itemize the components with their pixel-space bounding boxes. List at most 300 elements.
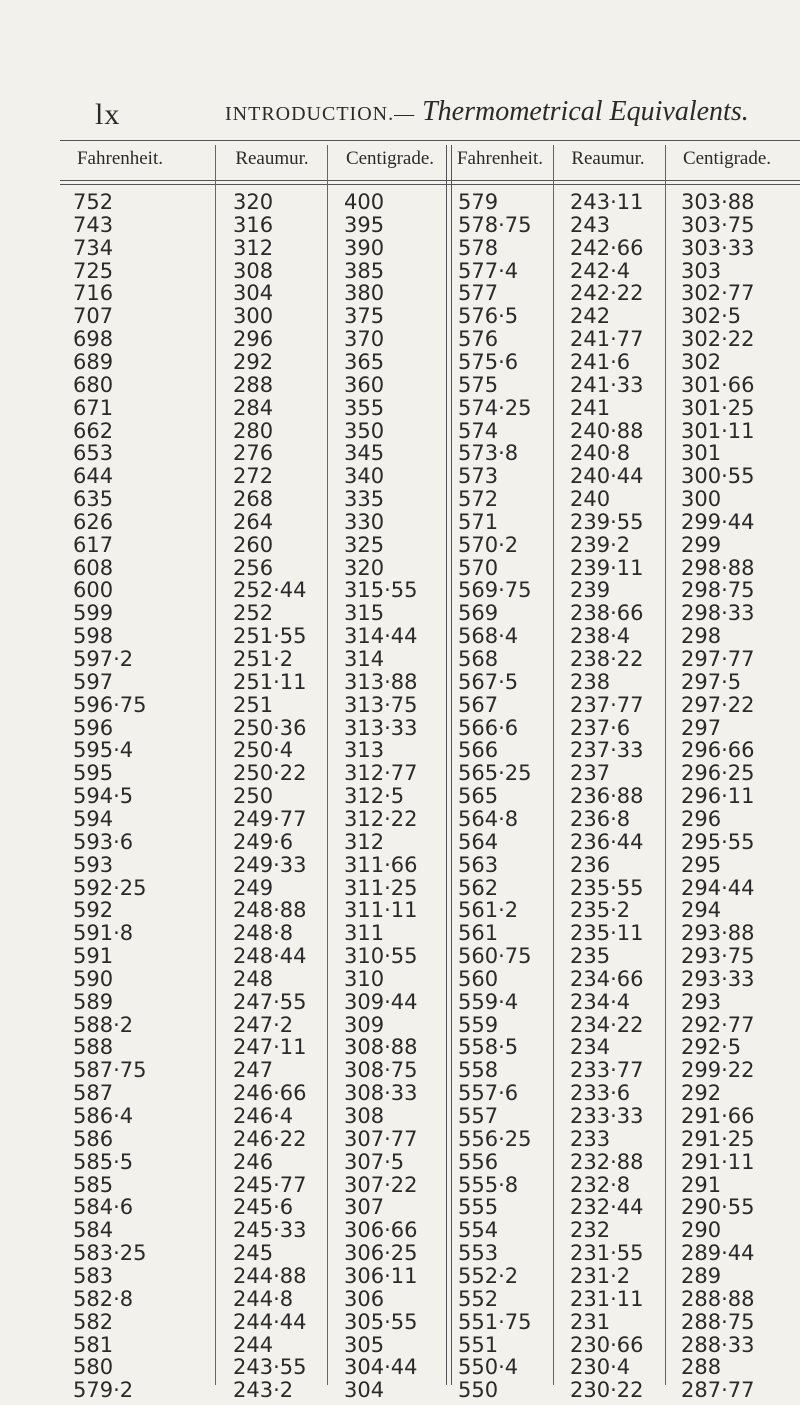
table-cell: 390 — [344, 235, 385, 260]
table-cell: 289 — [681, 1263, 722, 1288]
table-cell: 249·77 — [233, 806, 307, 831]
table-cell: 400 — [344, 190, 385, 214]
table-cell: 567 — [458, 692, 499, 717]
table-cell: 579·2 — [73, 1378, 134, 1403]
table-cell: 294 — [681, 898, 722, 923]
table-cell: 308·33 — [344, 1081, 418, 1106]
table-cell: 298·75 — [681, 578, 755, 603]
table-cell: 574·25 — [458, 395, 532, 420]
table-cell: 296·66 — [681, 738, 755, 763]
table-top-rule — [60, 140, 800, 141]
table-cell: 578·75 — [458, 212, 532, 237]
table-cell: 599 — [73, 601, 114, 626]
table-cell: 293 — [681, 989, 722, 1014]
table-cell: 296 — [681, 806, 722, 831]
table-cell: 238·66 — [570, 601, 644, 626]
table-cell: 236·8 — [570, 806, 631, 831]
table-cell: 365 — [344, 349, 385, 374]
table-cell: 644 — [73, 464, 114, 489]
table-cell: 252 — [233, 601, 274, 626]
table-cell: 242 — [570, 304, 611, 329]
table-cell: 689 — [73, 349, 114, 374]
table-cell: 314 — [344, 647, 385, 671]
table-cell: 238·4 — [570, 624, 631, 649]
table-cell: 313 — [344, 738, 385, 763]
table-cell: 301·66 — [681, 372, 755, 397]
table-cell: 297·22 — [681, 692, 755, 717]
table-cell: 303·75 — [681, 212, 755, 237]
table-cell: 231·55 — [570, 1241, 644, 1266]
table-cell: 593 — [73, 852, 114, 877]
table-cell: 635 — [73, 487, 114, 512]
table-cell: 576 — [458, 327, 499, 352]
table-cell: 247 — [233, 1058, 274, 1083]
table-cell: 312 — [344, 829, 385, 854]
table-cell: 590 — [73, 966, 114, 991]
table-cell: 552 — [458, 1286, 499, 1311]
table-cell: 249 — [233, 875, 274, 900]
table-cell: 244·88 — [233, 1263, 307, 1288]
table-cell: 305·55 — [344, 1309, 418, 1334]
table-cell: 239 — [570, 578, 611, 603]
table-cell: 375 — [344, 304, 385, 329]
table-cell: 249·6 — [233, 829, 294, 854]
table-cell: 577 — [458, 281, 499, 306]
table-cell: 555 — [458, 1195, 499, 1220]
table-cell: 311·11 — [344, 898, 418, 923]
table-cell: 238·22 — [570, 647, 644, 671]
table-cell: 240 — [570, 487, 611, 512]
table-cell: 288·88 — [681, 1286, 755, 1311]
table-cell: 246·22 — [233, 1126, 307, 1151]
table-cell: 237·6 — [570, 715, 631, 740]
table-cell: 303·33 — [681, 235, 755, 260]
table-cell: 579 — [458, 190, 499, 214]
table-cell: 284 — [233, 395, 274, 420]
table-cell: 617 — [73, 532, 114, 557]
header-fahrenheit-right: Fahrenheit. — [456, 148, 544, 169]
table-cell: 246·66 — [233, 1081, 307, 1106]
table-cell: 560·75 — [458, 944, 532, 969]
table-cell: 557 — [458, 1104, 499, 1128]
table-cell: 716 — [73, 281, 114, 306]
table-cell: 244 — [233, 1332, 274, 1357]
table-cell: 355 — [344, 395, 385, 420]
table-cell: 552·2 — [458, 1263, 519, 1288]
table-cell: 584·6 — [73, 1195, 134, 1220]
table-cell: 236 — [570, 852, 611, 877]
table-cell: 309·44 — [344, 989, 418, 1014]
table-cell: 292·77 — [681, 1012, 755, 1037]
table-cell: 608 — [73, 555, 114, 580]
table-cell: 293·88 — [681, 921, 755, 946]
table-cell: 680 — [73, 372, 114, 397]
running-head — [225, 96, 749, 128]
table-cell: 243·2 — [233, 1378, 294, 1403]
table-cell: 230·22 — [570, 1378, 644, 1403]
table-cell: 559 — [458, 1012, 499, 1037]
table-cell: 309 — [344, 1012, 385, 1037]
column-divider — [215, 145, 216, 1385]
table-cell: 300 — [681, 487, 722, 512]
table-cell: 734 — [73, 235, 114, 260]
table-cell: 297·77 — [681, 647, 755, 671]
table-cell: 288 — [681, 1355, 722, 1380]
table-cell: 311·66 — [344, 852, 418, 877]
table-cell: 307·5 — [344, 1149, 405, 1174]
table-cell: 385 — [344, 258, 385, 283]
table-cell: 587·75 — [73, 1058, 147, 1083]
table-cell: 306·66 — [344, 1218, 418, 1243]
table-cell: 234 — [570, 1035, 611, 1060]
table-cell: 380 — [344, 281, 385, 306]
table-cell: 311 — [344, 921, 385, 946]
table-cell: 239·2 — [570, 532, 631, 557]
table-cell: 312·77 — [344, 761, 418, 786]
table-cell: 245 — [233, 1241, 274, 1266]
header-centigrade-right: Centigrade. — [682, 148, 772, 169]
table-cell: 301·25 — [681, 395, 755, 420]
table-cell: 290·55 — [681, 1195, 755, 1220]
table-cell: 247·2 — [233, 1012, 294, 1037]
table-cell: 291·11 — [681, 1149, 755, 1174]
table-cell: 564·8 — [458, 806, 519, 831]
table-cell: 577·4 — [458, 258, 519, 283]
table-cell: 325 — [344, 532, 385, 557]
table-cell: 588·2 — [73, 1012, 134, 1037]
table-cell: 555·8 — [458, 1172, 519, 1197]
table-cell: 246 — [233, 1149, 274, 1174]
table-cell: 241·33 — [570, 372, 644, 397]
table-cell: 276 — [233, 441, 274, 466]
table-cell: 248·44 — [233, 944, 307, 969]
table-cell: 298·88 — [681, 555, 755, 580]
table-cell: 304 — [233, 281, 274, 306]
table-cell: 587 — [73, 1081, 114, 1106]
table-cell: 311·25 — [344, 875, 418, 900]
running-head-title: Thermometrical Equivalents. — [422, 96, 749, 127]
table-cell: 752 — [73, 190, 114, 214]
table-cell: 238 — [570, 669, 611, 694]
table-cell: 725 — [73, 258, 114, 283]
table-cell: 580 — [73, 1355, 114, 1380]
table-cell: 231 — [570, 1309, 611, 1334]
table-cell: 304·44 — [344, 1355, 418, 1380]
table-cell: 245·6 — [233, 1195, 294, 1220]
table-cell: 583·25 — [73, 1241, 147, 1266]
table-cell: 296·11 — [681, 784, 755, 809]
table-cell: 314·44 — [344, 624, 418, 649]
table-cell: 575·6 — [458, 349, 519, 374]
table-cell: 249·33 — [233, 852, 307, 877]
table-cell: 232·8 — [570, 1172, 631, 1197]
table-cell: 581 — [73, 1332, 114, 1357]
table-cell: 251·11 — [233, 669, 307, 694]
table-cell: 308·88 — [344, 1035, 418, 1060]
table-cell: 395 — [344, 212, 385, 237]
table-cell: 246·4 — [233, 1104, 294, 1128]
table-cell: 302·22 — [681, 327, 755, 352]
table-cell: 240·88 — [570, 418, 644, 443]
table-cell: 566 — [458, 738, 499, 763]
table-cell: 589 — [73, 989, 114, 1014]
table-cell: 566·6 — [458, 715, 519, 740]
table-cell: 594·5 — [73, 784, 134, 809]
table-cell: 305 — [344, 1332, 385, 1357]
table-cell: 598 — [73, 624, 114, 649]
table-cell: 243·55 — [233, 1355, 307, 1380]
table-cell: 296·25 — [681, 761, 755, 786]
table-cell: 586·4 — [73, 1104, 134, 1128]
table-cell: 287·77 — [681, 1378, 755, 1403]
table-cell: 251·2 — [233, 647, 294, 671]
table-cell: 233·33 — [570, 1104, 644, 1128]
table-cell: 242·66 — [570, 235, 644, 260]
table-cell: 297·5 — [681, 669, 742, 694]
table-cell: 256 — [233, 555, 274, 580]
table-cell: 335 — [344, 487, 385, 512]
table-cell: 250·36 — [233, 715, 307, 740]
table-cell: 570·2 — [458, 532, 519, 557]
table-cell: 304 — [344, 1378, 385, 1403]
table-cell: 241·77 — [570, 327, 644, 352]
table-cell: 247·11 — [233, 1035, 307, 1060]
column-divider — [327, 145, 328, 1385]
table-cell: 292·5 — [681, 1035, 742, 1060]
table-cell: 556 — [458, 1149, 499, 1174]
table-cell: 550·4 — [458, 1355, 519, 1380]
table-cell: 248 — [233, 966, 274, 991]
table-cell: 234·4 — [570, 989, 631, 1014]
table-cell: 299 — [681, 532, 722, 557]
table-cell: 292 — [233, 349, 274, 374]
table-cell: 303·88 — [681, 190, 755, 214]
table-cell: 292 — [681, 1081, 722, 1106]
table-cell: 295·55 — [681, 829, 755, 854]
table-cell: 272 — [233, 464, 274, 489]
table-cell: 248·8 — [233, 921, 294, 946]
table-cell: 560 — [458, 966, 499, 991]
table-cell: 234·22 — [570, 1012, 644, 1037]
table-cell: 250·4 — [233, 738, 294, 763]
table-cell: 298 — [681, 624, 722, 649]
table-cell: 306·25 — [344, 1241, 418, 1266]
table-cell: 350 — [344, 418, 385, 443]
table-cell: 280 — [233, 418, 274, 443]
table-cell: 233 — [570, 1126, 611, 1151]
table-cell: 252·44 — [233, 578, 307, 603]
table-cell: 592 — [73, 898, 114, 923]
table-cell: 306 — [344, 1286, 385, 1311]
table-cell: 308 — [344, 1104, 385, 1128]
table-cell: 626 — [73, 509, 114, 534]
table-cell: 571 — [458, 509, 499, 534]
table-cell: 568·4 — [458, 624, 519, 649]
table-cell: 582 — [73, 1309, 114, 1334]
table-cell: 245·77 — [233, 1172, 307, 1197]
table-cell: 313·88 — [344, 669, 418, 694]
table-cell: 291·25 — [681, 1126, 755, 1151]
table-cell: 231·11 — [570, 1286, 644, 1311]
table-cell: 563 — [458, 852, 499, 877]
table-cell: 570 — [458, 555, 499, 580]
table-cell: 556·25 — [458, 1126, 532, 1151]
table-cell: 743 — [73, 212, 114, 237]
table-cell: 360 — [344, 372, 385, 397]
table-cell: 565·25 — [458, 761, 532, 786]
table-cell: 559·4 — [458, 989, 519, 1014]
table-cell: 312 — [233, 235, 274, 260]
table-cell: 310·55 — [344, 944, 418, 969]
column-divider — [665, 145, 666, 1385]
table-cell: 582·8 — [73, 1286, 134, 1311]
table-cell: 595·4 — [73, 738, 134, 763]
table-cell: 308·75 — [344, 1058, 418, 1083]
table-cell: 299·44 — [681, 509, 755, 534]
table-cell: 588 — [73, 1035, 114, 1060]
table-cell: 572 — [458, 487, 499, 512]
table-cell: 310 — [344, 966, 385, 991]
table-cell: 231·2 — [570, 1263, 631, 1288]
table-cell: 591 — [73, 944, 114, 969]
table-cell: 299·22 — [681, 1058, 755, 1083]
table-cell: 237 — [570, 761, 611, 786]
table-cell: 583 — [73, 1263, 114, 1288]
table-cell: 245·33 — [233, 1218, 307, 1243]
table-cell: 240·44 — [570, 464, 644, 489]
table-cell: 312·22 — [344, 806, 418, 831]
table-cell: 307 — [344, 1195, 385, 1220]
table-cell: 600 — [73, 578, 114, 603]
table-cell: 301·11 — [681, 418, 755, 443]
table-cell: 558 — [458, 1058, 499, 1083]
table-cell: 562 — [458, 875, 499, 900]
table-cell: 239·55 — [570, 509, 644, 534]
table-cell: 268 — [233, 487, 274, 512]
table-cell: 593·6 — [73, 829, 134, 854]
table-cell: 576·5 — [458, 304, 519, 329]
table-cell: 294·44 — [681, 875, 755, 900]
table-cell: 569 — [458, 601, 499, 626]
table-cell: 243 — [570, 212, 611, 237]
table-cell: 315 — [344, 601, 385, 626]
table-cell: 307·77 — [344, 1126, 418, 1151]
table-cell: 237·33 — [570, 738, 644, 763]
table-cell: 241·6 — [570, 349, 631, 374]
table-cell: 553 — [458, 1241, 499, 1266]
column-double-divider — [446, 145, 452, 1385]
table-cell: 564 — [458, 829, 499, 854]
table-cell: 243·11 — [570, 190, 644, 214]
table-cell: 320 — [344, 555, 385, 580]
table-cell: 236·44 — [570, 829, 644, 854]
table-cell: 312·5 — [344, 784, 405, 809]
table-cell: 315·55 — [344, 578, 418, 603]
table-cell: 592·25 — [73, 875, 147, 900]
table-cell: 241 — [570, 395, 611, 420]
table-cell: 230·66 — [570, 1332, 644, 1357]
table-cell: 330 — [344, 509, 385, 534]
table-cell: 597·2 — [73, 647, 134, 671]
table-cell: 561 — [458, 921, 499, 946]
table-cell: 557·6 — [458, 1081, 519, 1106]
table-cell: 584 — [73, 1218, 114, 1243]
table-cell: 235·11 — [570, 921, 644, 946]
table-cell: 232·44 — [570, 1195, 644, 1220]
table-cell: 264 — [233, 509, 274, 534]
table-cell: 233·6 — [570, 1081, 631, 1106]
table-cell: 232 — [570, 1218, 611, 1243]
table-cell: 574 — [458, 418, 499, 443]
table-cell: 551 — [458, 1332, 499, 1357]
table-cell: 242·22 — [570, 281, 644, 306]
table-cell: 291·66 — [681, 1104, 755, 1128]
table-cell: 596 — [73, 715, 114, 740]
header-fahrenheit-left: Fahrenheit. — [76, 148, 164, 169]
table-cell: 232·88 — [570, 1149, 644, 1174]
running-head-prefix: INTRODUCTION.— — [225, 103, 416, 125]
table-cell: 288·75 — [681, 1309, 755, 1334]
table-cell: 554 — [458, 1218, 499, 1243]
table-cell: 240·8 — [570, 441, 631, 466]
table-cell: 573 — [458, 464, 499, 489]
table-cell: 242·4 — [570, 258, 631, 283]
table-cell: 569·75 — [458, 578, 532, 603]
table-cell: 300 — [233, 304, 274, 329]
table-cell: 235·55 — [570, 875, 644, 900]
header-rule — [60, 180, 800, 185]
table-cell: 698 — [73, 327, 114, 352]
table-cell: 300·55 — [681, 464, 755, 489]
table-cell: 558·5 — [458, 1035, 519, 1060]
table-cell: 244·44 — [233, 1309, 307, 1334]
table-cell: 303 — [681, 258, 722, 283]
table-cell: 298·33 — [681, 601, 755, 626]
table-cell: 293·75 — [681, 944, 755, 969]
table-cell: 247·55 — [233, 989, 307, 1014]
table-cell: 307·22 — [344, 1172, 418, 1197]
table-cell: 289·44 — [681, 1241, 755, 1266]
table-cell: 578 — [458, 235, 499, 260]
table-cell: 291 — [681, 1172, 722, 1197]
table-cell: 561·2 — [458, 898, 519, 923]
table-cell: 251 — [233, 692, 274, 717]
table-cell: 551·75 — [458, 1309, 532, 1334]
table-cell: 297 — [681, 715, 722, 740]
table-cell: 290 — [681, 1218, 722, 1243]
table-cell: 293·33 — [681, 966, 755, 991]
table-cell: 585 — [73, 1172, 114, 1197]
table-cell: 250·22 — [233, 761, 307, 786]
table-cell: 239·11 — [570, 555, 644, 580]
table-cell: 244·8 — [233, 1286, 294, 1311]
table-cell: 591·8 — [73, 921, 134, 946]
table-cell: 565 — [458, 784, 499, 809]
table-cell: 235 — [570, 944, 611, 969]
table-cell: 573·8 — [458, 441, 519, 466]
table-cell: 234·66 — [570, 966, 644, 991]
table-cell: 313·75 — [344, 692, 418, 717]
table-cell: 594 — [73, 806, 114, 831]
table-cell: 575 — [458, 372, 499, 397]
table-cell: 596·75 — [73, 692, 147, 717]
table-cell: 302·5 — [681, 304, 742, 329]
table-cell: 250 — [233, 784, 274, 809]
table-cell: 302 — [681, 349, 722, 374]
table-cell: 248·88 — [233, 898, 307, 923]
header-reaumur-right: Reaumur. — [571, 148, 645, 169]
table-cell: 288 — [233, 372, 274, 397]
